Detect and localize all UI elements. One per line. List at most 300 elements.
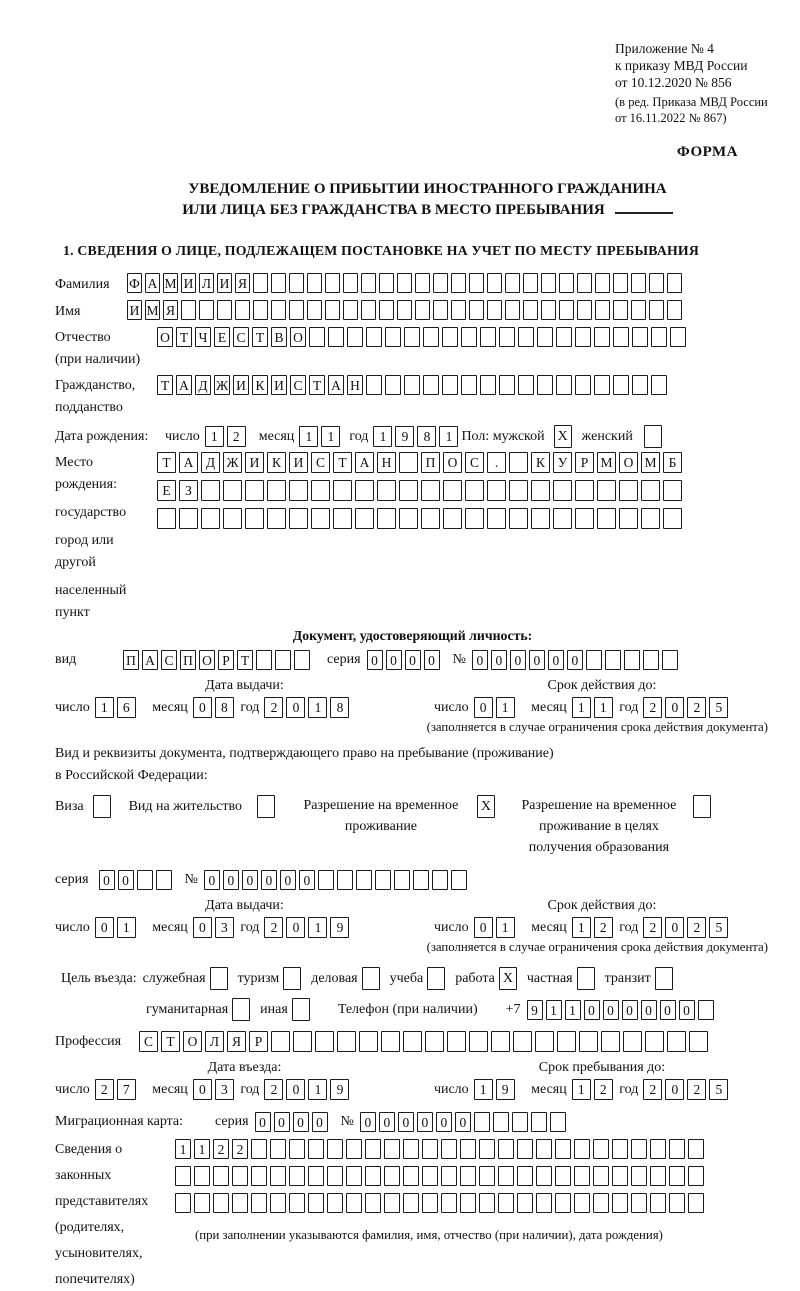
char-cell[interactable] xyxy=(688,1139,704,1159)
temp-residence-checkbox[interactable]: X xyxy=(477,795,495,818)
char-cell[interactable]: 7 xyxy=(117,1079,136,1100)
char-cell[interactable]: 1 xyxy=(572,1079,591,1100)
purpose-work-checkbox[interactable]: X xyxy=(499,967,517,990)
char-cell[interactable]: 0 xyxy=(286,697,305,718)
char-cell[interactable]: 0 xyxy=(665,917,684,938)
char-cell[interactable] xyxy=(315,1031,334,1052)
char-cell[interactable] xyxy=(474,1112,490,1132)
char-cell[interactable]: 1 xyxy=(439,426,458,447)
char-cell[interactable] xyxy=(577,273,592,293)
char-cell[interactable]: И xyxy=(127,300,142,320)
char-cell[interactable] xyxy=(443,480,462,501)
char-cell[interactable] xyxy=(175,1193,191,1213)
purpose-private-checkbox[interactable] xyxy=(577,967,595,990)
char-cell[interactable] xyxy=(595,273,610,293)
char-cell[interactable] xyxy=(593,1139,609,1159)
char-cell[interactable] xyxy=(498,1193,514,1213)
purpose-tourism-checkbox[interactable] xyxy=(283,967,301,990)
char-cell[interactable] xyxy=(361,300,376,320)
char-cell[interactable] xyxy=(555,1166,571,1186)
char-cell[interactable] xyxy=(575,327,591,347)
char-cell[interactable] xyxy=(555,1193,571,1213)
char-cell[interactable] xyxy=(669,1139,685,1159)
char-cell[interactable]: 2 xyxy=(643,697,662,718)
char-cell[interactable] xyxy=(175,1166,191,1186)
char-cell[interactable] xyxy=(451,273,466,293)
char-cell[interactable] xyxy=(379,300,394,320)
char-cell[interactable] xyxy=(443,508,462,529)
char-cell[interactable]: 0 xyxy=(567,650,583,670)
char-cell[interactable]: 9 xyxy=(527,1000,543,1020)
char-cell[interactable] xyxy=(433,273,448,293)
char-cell[interactable]: 1 xyxy=(474,1079,493,1100)
char-cell[interactable] xyxy=(631,1193,647,1213)
char-cell[interactable] xyxy=(415,300,430,320)
char-cell[interactable] xyxy=(536,1193,552,1213)
char-cell[interactable]: 9 xyxy=(395,426,414,447)
char-cell[interactable]: Н xyxy=(347,375,363,395)
purpose-study-checkbox[interactable] xyxy=(427,967,445,990)
char-cell[interactable]: Т xyxy=(309,375,325,395)
char-cell[interactable]: И xyxy=(245,452,264,473)
char-cell[interactable] xyxy=(433,300,448,320)
char-cell[interactable] xyxy=(232,1166,248,1186)
char-cell[interactable]: К xyxy=(267,452,286,473)
char-cell[interactable] xyxy=(479,1166,495,1186)
char-cell[interactable] xyxy=(365,1139,381,1159)
char-cell[interactable] xyxy=(441,1166,457,1186)
char-cell[interactable]: 1 xyxy=(175,1139,191,1159)
char-cell[interactable]: 0 xyxy=(118,870,134,890)
char-cell[interactable]: 6 xyxy=(117,697,136,718)
char-cell[interactable]: О xyxy=(199,650,215,670)
char-cell[interactable] xyxy=(325,300,340,320)
char-cell[interactable] xyxy=(480,375,496,395)
char-cell[interactable] xyxy=(613,300,628,320)
char-cell[interactable] xyxy=(613,375,629,395)
char-cell[interactable] xyxy=(550,1112,566,1132)
char-cell[interactable] xyxy=(574,1139,590,1159)
char-cell[interactable] xyxy=(559,300,574,320)
char-cell[interactable] xyxy=(541,273,556,293)
char-cell[interactable] xyxy=(343,273,358,293)
char-cell[interactable] xyxy=(612,1139,628,1159)
char-cell[interactable] xyxy=(270,1139,286,1159)
char-cell[interactable] xyxy=(469,273,484,293)
char-cell[interactable]: Б xyxy=(663,452,682,473)
char-cell[interactable] xyxy=(559,273,574,293)
char-cell[interactable]: К xyxy=(531,452,550,473)
char-cell[interactable] xyxy=(385,327,401,347)
char-cell[interactable] xyxy=(523,273,538,293)
char-cell[interactable]: 0 xyxy=(193,697,212,718)
char-cell[interactable] xyxy=(251,1166,267,1186)
char-cell[interactable]: 2 xyxy=(264,1079,283,1100)
char-cell[interactable] xyxy=(574,1166,590,1186)
char-cell[interactable]: А xyxy=(328,375,344,395)
char-cell[interactable] xyxy=(575,375,591,395)
purpose-other-checkbox[interactable] xyxy=(292,998,310,1021)
char-cell[interactable] xyxy=(356,870,372,890)
char-cell[interactable] xyxy=(397,300,412,320)
char-cell[interactable] xyxy=(343,300,358,320)
char-cell[interactable]: Т xyxy=(157,375,173,395)
char-cell[interactable]: 1 xyxy=(117,917,136,938)
char-cell[interactable] xyxy=(556,327,572,347)
char-cell[interactable]: У xyxy=(553,452,572,473)
char-cell[interactable] xyxy=(397,273,412,293)
char-cell[interactable] xyxy=(480,327,496,347)
char-cell[interactable] xyxy=(366,327,382,347)
char-cell[interactable] xyxy=(289,508,308,529)
char-cell[interactable] xyxy=(327,1166,343,1186)
char-cell[interactable] xyxy=(194,1166,210,1186)
char-cell[interactable] xyxy=(403,1166,419,1186)
char-cell[interactable] xyxy=(593,1193,609,1213)
char-cell[interactable]: 0 xyxy=(622,1000,638,1020)
char-cell[interactable] xyxy=(553,508,572,529)
char-cell[interactable]: 1 xyxy=(594,697,613,718)
char-cell[interactable]: И xyxy=(233,375,249,395)
char-cell[interactable] xyxy=(667,300,682,320)
char-cell[interactable] xyxy=(597,480,616,501)
char-cell[interactable] xyxy=(698,1000,714,1020)
char-cell[interactable] xyxy=(632,327,648,347)
char-cell[interactable] xyxy=(289,273,304,293)
char-cell[interactable] xyxy=(517,1139,533,1159)
char-cell[interactable]: 0 xyxy=(280,870,296,890)
char-cell[interactable] xyxy=(289,1139,305,1159)
char-cell[interactable] xyxy=(201,508,220,529)
char-cell[interactable] xyxy=(619,480,638,501)
char-cell[interactable] xyxy=(689,1031,708,1052)
char-cell[interactable]: 0 xyxy=(293,1112,309,1132)
purpose-official-checkbox[interactable] xyxy=(210,967,228,990)
char-cell[interactable] xyxy=(271,1031,290,1052)
char-cell[interactable]: 0 xyxy=(491,650,507,670)
char-cell[interactable] xyxy=(575,480,594,501)
char-cell[interactable]: 5 xyxy=(709,697,728,718)
char-cell[interactable] xyxy=(325,273,340,293)
char-cell[interactable]: 9 xyxy=(496,1079,515,1100)
char-cell[interactable] xyxy=(442,327,458,347)
char-cell[interactable] xyxy=(270,1193,286,1213)
char-cell[interactable]: 1 xyxy=(496,917,515,938)
char-cell[interactable] xyxy=(460,1139,476,1159)
char-cell[interactable] xyxy=(327,1193,343,1213)
char-cell[interactable] xyxy=(577,300,592,320)
char-cell[interactable] xyxy=(365,1166,381,1186)
char-cell[interactable]: 0 xyxy=(603,1000,619,1020)
char-cell[interactable] xyxy=(333,508,352,529)
char-cell[interactable] xyxy=(491,1031,510,1052)
char-cell[interactable] xyxy=(536,1139,552,1159)
char-cell[interactable]: 0 xyxy=(529,650,545,670)
char-cell[interactable] xyxy=(688,1166,704,1186)
char-cell[interactable] xyxy=(422,1139,438,1159)
char-cell[interactable] xyxy=(223,480,242,501)
char-cell[interactable] xyxy=(579,1031,598,1052)
char-cell[interactable] xyxy=(399,508,418,529)
char-cell[interactable]: 5 xyxy=(709,917,728,938)
char-cell[interactable] xyxy=(605,650,621,670)
char-cell[interactable] xyxy=(645,1031,664,1052)
char-cell[interactable]: 2 xyxy=(687,697,706,718)
char-cell[interactable]: 1 xyxy=(572,697,591,718)
char-cell[interactable]: . xyxy=(487,452,506,473)
char-cell[interactable] xyxy=(399,452,418,473)
char-cell[interactable]: 0 xyxy=(424,650,440,670)
char-cell[interactable]: 0 xyxy=(204,870,220,890)
char-cell[interactable] xyxy=(632,375,648,395)
char-cell[interactable]: 1 xyxy=(308,697,327,718)
char-cell[interactable] xyxy=(461,375,477,395)
char-cell[interactable]: 2 xyxy=(232,1139,248,1159)
char-cell[interactable] xyxy=(613,327,629,347)
char-cell[interactable]: О xyxy=(290,327,306,347)
char-cell[interactable] xyxy=(347,327,363,347)
char-cell[interactable]: Я xyxy=(163,300,178,320)
purpose-transit-checkbox[interactable] xyxy=(655,967,673,990)
purpose-humanitarian-checkbox[interactable] xyxy=(232,998,250,1021)
char-cell[interactable] xyxy=(556,375,572,395)
char-cell[interactable] xyxy=(256,650,272,670)
char-cell[interactable] xyxy=(493,1112,509,1132)
char-cell[interactable]: 0 xyxy=(679,1000,695,1020)
char-cell[interactable]: 1 xyxy=(205,426,224,447)
char-cell[interactable]: С xyxy=(161,650,177,670)
char-cell[interactable] xyxy=(460,1193,476,1213)
char-cell[interactable]: 2 xyxy=(594,1079,613,1100)
char-cell[interactable]: И xyxy=(217,273,232,293)
char-cell[interactable] xyxy=(461,327,477,347)
char-cell[interactable]: Р xyxy=(218,650,234,670)
char-cell[interactable]: И xyxy=(289,452,308,473)
char-cell[interactable] xyxy=(267,480,286,501)
char-cell[interactable]: 2 xyxy=(643,1079,662,1100)
char-cell[interactable]: 0 xyxy=(261,870,277,890)
char-cell[interactable]: Р xyxy=(575,452,594,473)
char-cell[interactable]: М xyxy=(163,273,178,293)
char-cell[interactable] xyxy=(536,1166,552,1186)
char-cell[interactable] xyxy=(137,870,153,890)
char-cell[interactable] xyxy=(359,1031,378,1052)
purpose-business-checkbox[interactable] xyxy=(362,967,380,990)
char-cell[interactable]: О xyxy=(443,452,462,473)
char-cell[interactable] xyxy=(469,1031,488,1052)
char-cell[interactable] xyxy=(275,650,291,670)
char-cell[interactable]: 0 xyxy=(398,1112,414,1132)
char-cell[interactable] xyxy=(307,273,322,293)
char-cell[interactable]: 0 xyxy=(474,917,493,938)
char-cell[interactable]: 0 xyxy=(95,917,114,938)
sex-male-checkbox[interactable]: X xyxy=(554,425,572,448)
char-cell[interactable] xyxy=(156,870,172,890)
char-cell[interactable] xyxy=(499,327,515,347)
char-cell[interactable]: 0 xyxy=(312,1112,328,1132)
char-cell[interactable] xyxy=(612,1166,628,1186)
char-cell[interactable]: Т xyxy=(237,650,253,670)
char-cell[interactable] xyxy=(624,650,640,670)
char-cell[interactable]: М xyxy=(641,452,660,473)
char-cell[interactable] xyxy=(517,1166,533,1186)
char-cell[interactable]: 0 xyxy=(417,1112,433,1132)
char-cell[interactable] xyxy=(179,508,198,529)
char-cell[interactable] xyxy=(631,1166,647,1186)
char-cell[interactable] xyxy=(289,1166,305,1186)
char-cell[interactable] xyxy=(267,508,286,529)
char-cell[interactable]: 2 xyxy=(687,1079,706,1100)
char-cell[interactable]: 1 xyxy=(321,426,340,447)
char-cell[interactable]: 8 xyxy=(417,426,436,447)
char-cell[interactable] xyxy=(394,870,410,890)
char-cell[interactable] xyxy=(271,273,286,293)
char-cell[interactable] xyxy=(537,327,553,347)
char-cell[interactable]: 0 xyxy=(510,650,526,670)
char-cell[interactable] xyxy=(432,870,448,890)
char-cell[interactable] xyxy=(421,508,440,529)
char-cell[interactable] xyxy=(586,650,602,670)
char-cell[interactable]: 0 xyxy=(274,1112,290,1132)
char-cell[interactable] xyxy=(235,300,250,320)
char-cell[interactable] xyxy=(223,508,242,529)
residence-permit-checkbox[interactable] xyxy=(257,795,275,818)
char-cell[interactable] xyxy=(575,508,594,529)
char-cell[interactable]: 0 xyxy=(436,1112,452,1132)
char-cell[interactable] xyxy=(670,327,686,347)
visa-checkbox[interactable] xyxy=(93,795,111,818)
char-cell[interactable]: И xyxy=(181,273,196,293)
char-cell[interactable]: 1 xyxy=(546,1000,562,1020)
char-cell[interactable] xyxy=(619,508,638,529)
char-cell[interactable]: 0 xyxy=(223,870,239,890)
char-cell[interactable]: Е xyxy=(157,480,176,501)
char-cell[interactable] xyxy=(403,1193,419,1213)
char-cell[interactable] xyxy=(308,1166,324,1186)
char-cell[interactable] xyxy=(403,1139,419,1159)
char-cell[interactable]: 2 xyxy=(264,697,283,718)
char-cell[interactable] xyxy=(623,1031,642,1052)
char-cell[interactable] xyxy=(194,1193,210,1213)
char-cell[interactable] xyxy=(309,327,325,347)
char-cell[interactable]: 0 xyxy=(242,870,258,890)
char-cell[interactable] xyxy=(649,300,664,320)
char-cell[interactable]: 0 xyxy=(367,650,383,670)
char-cell[interactable]: 0 xyxy=(548,650,564,670)
char-cell[interactable]: Л xyxy=(205,1031,224,1052)
char-cell[interactable] xyxy=(213,1193,229,1213)
char-cell[interactable]: 0 xyxy=(641,1000,657,1020)
char-cell[interactable]: С xyxy=(465,452,484,473)
char-cell[interactable]: 9 xyxy=(330,917,349,938)
char-cell[interactable] xyxy=(337,870,353,890)
char-cell[interactable] xyxy=(377,508,396,529)
char-cell[interactable]: З xyxy=(179,480,198,501)
char-cell[interactable] xyxy=(441,1193,457,1213)
char-cell[interactable] xyxy=(451,870,467,890)
char-cell[interactable]: 0 xyxy=(474,697,493,718)
char-cell[interactable]: С xyxy=(290,375,306,395)
char-cell[interactable]: К xyxy=(252,375,268,395)
char-cell[interactable] xyxy=(318,870,334,890)
char-cell[interactable]: 0 xyxy=(193,1079,212,1100)
char-cell[interactable]: А xyxy=(142,650,158,670)
char-cell[interactable]: 3 xyxy=(215,917,234,938)
char-cell[interactable]: С xyxy=(311,452,330,473)
char-cell[interactable] xyxy=(253,273,268,293)
char-cell[interactable] xyxy=(442,375,458,395)
char-cell[interactable]: Т xyxy=(157,452,176,473)
char-cell[interactable] xyxy=(667,273,682,293)
char-cell[interactable] xyxy=(311,480,330,501)
char-cell[interactable] xyxy=(199,300,214,320)
char-cell[interactable]: 2 xyxy=(227,426,246,447)
char-cell[interactable] xyxy=(415,273,430,293)
char-cell[interactable] xyxy=(245,480,264,501)
char-cell[interactable] xyxy=(505,273,520,293)
char-cell[interactable] xyxy=(663,480,682,501)
char-cell[interactable] xyxy=(505,300,520,320)
char-cell[interactable] xyxy=(365,1193,381,1213)
char-cell[interactable]: А xyxy=(176,375,192,395)
char-cell[interactable]: Ф xyxy=(127,273,142,293)
char-cell[interactable] xyxy=(531,1112,547,1132)
char-cell[interactable] xyxy=(518,375,534,395)
char-cell[interactable]: Я xyxy=(227,1031,246,1052)
char-cell[interactable]: 5 xyxy=(709,1079,728,1100)
char-cell[interactable] xyxy=(422,1193,438,1213)
char-cell[interactable]: 0 xyxy=(299,870,315,890)
char-cell[interactable] xyxy=(425,1031,444,1052)
char-cell[interactable] xyxy=(253,300,268,320)
char-cell[interactable] xyxy=(328,327,344,347)
char-cell[interactable]: Т xyxy=(161,1031,180,1052)
char-cell[interactable] xyxy=(251,1193,267,1213)
char-cell[interactable]: 1 xyxy=(572,917,591,938)
char-cell[interactable] xyxy=(337,1031,356,1052)
char-cell[interactable] xyxy=(512,1112,528,1132)
char-cell[interactable]: 0 xyxy=(286,917,305,938)
temp-residence-edu-checkbox[interactable] xyxy=(693,795,711,818)
char-cell[interactable]: 0 xyxy=(193,917,212,938)
char-cell[interactable] xyxy=(688,1193,704,1213)
char-cell[interactable]: О xyxy=(157,327,173,347)
char-cell[interactable]: 0 xyxy=(360,1112,376,1132)
char-cell[interactable] xyxy=(413,870,429,890)
char-cell[interactable] xyxy=(498,1166,514,1186)
char-cell[interactable]: В xyxy=(271,327,287,347)
char-cell[interactable] xyxy=(403,1031,422,1052)
char-cell[interactable] xyxy=(311,508,330,529)
char-cell[interactable]: 2 xyxy=(95,1079,114,1100)
char-cell[interactable] xyxy=(421,480,440,501)
char-cell[interactable] xyxy=(631,273,646,293)
char-cell[interactable] xyxy=(531,480,550,501)
char-cell[interactable]: Н xyxy=(377,452,396,473)
char-cell[interactable] xyxy=(649,273,664,293)
char-cell[interactable] xyxy=(377,480,396,501)
char-cell[interactable] xyxy=(541,300,556,320)
char-cell[interactable] xyxy=(361,273,376,293)
char-cell[interactable] xyxy=(487,300,502,320)
char-cell[interactable] xyxy=(487,480,506,501)
char-cell[interactable] xyxy=(346,1139,362,1159)
char-cell[interactable]: Я xyxy=(235,273,250,293)
char-cell[interactable] xyxy=(557,1031,576,1052)
char-cell[interactable] xyxy=(650,1166,666,1186)
char-cell[interactable] xyxy=(384,1166,400,1186)
char-cell[interactable] xyxy=(385,375,401,395)
